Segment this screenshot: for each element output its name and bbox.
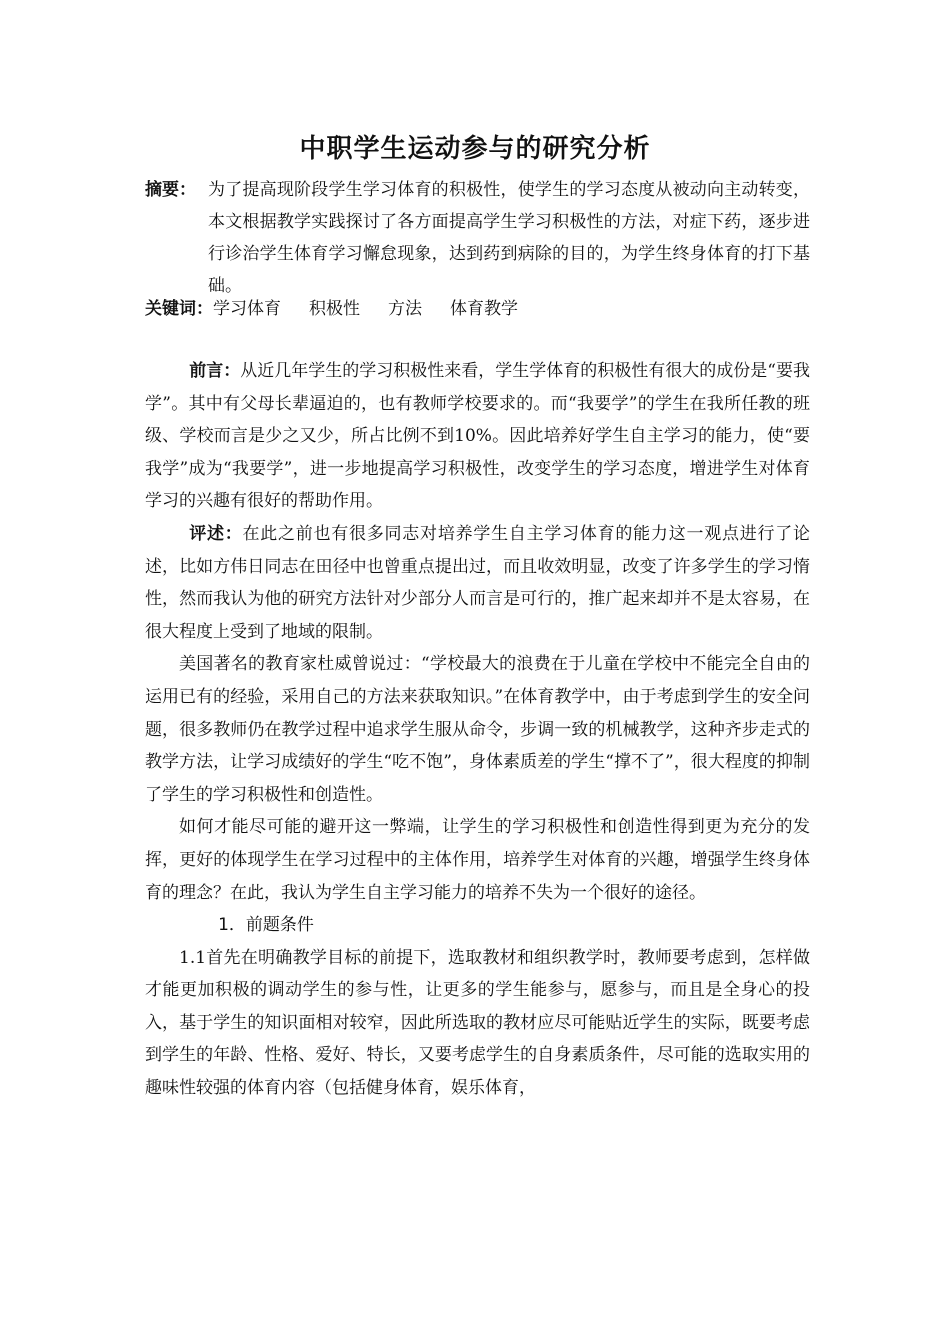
keyword: 方法 (388, 299, 422, 319)
keywords-label: 关键词： (145, 299, 213, 319)
abstract-label: 摘要： (145, 180, 196, 200)
keywords-line (145, 293, 546, 325)
keyword: 体育教学 (450, 299, 518, 319)
abstract-text: 为了提高现阶段学生学习体育的积极性，使学生的学习态度从被动向主动转变，本文根据教学实践探讨了各方面提高学生学习积极性的方法，对症下药，逐步进行诊治学生体育学习懈怠现象，达到药到病除的目的，为学生终身体育的打下基础。 (208, 180, 810, 296)
body-text (145, 355, 810, 1105)
preface-paragraph (145, 355, 810, 518)
review-text: 在此之前也有很多同志对培养学生自主学习体育的能力这一观点进行了论述，比如方伟日同志在田径中也曾重点提出过，而且收效明显，改变了许多学生的学习惰性，然而我认为他的研究方法针对少部分人而言是可行的，推广起来却并不是太容易，在很大程度上受到了地域的限制。 (145, 523, 811, 642)
review-paragraph (145, 518, 810, 648)
paragraph-1-1: 1.1首先在明确教学目标的前提下，选取教材和组织教学时，教师要考虑到，怎样做才能更加积极的调动学生的参与性，让更多的学生能参与，愿参与，而且是全身心的投入，基于学生的知识面相对较窄，因此所选取的教材应尽可能贴近学生的实际，既要考虑到学生的年龄、性格、爱好、特长，又要考虑学生的自身素质条件，尽可能的选取实用的趣味性较强的体育内容（包括健身体育，娱乐体育， (145, 947, 810, 1099)
abstract-block (145, 174, 810, 302)
keyword: 积极性 (309, 299, 360, 319)
section-heading: 1．前题条件 (218, 915, 314, 936)
review-label: 评述： (189, 523, 243, 544)
preface-label: 前言： (189, 361, 241, 381)
document-title: 中职学生运动参与的研究分析 (299, 134, 651, 164)
preface-text: 从近几年学生的学习积极性来看，学生学体育的积极性有很大的成份是“要我学”。其中有父母长辈逼迫的，也有教师学校要求的。而“我要学”的学生在我所任教的班级、学校而言是少之又少，所占比例不到10%。因此培养好学生自主学习的能力，使“要我学”成为“我要学”，进一步地提高学习积极性，改变学生的学习态度，增进学生对体育学习的兴趣有很好的帮助作用。 (145, 361, 810, 512)
keyword: 学习体育 (213, 299, 281, 319)
question-paragraph: 如何才能尽可能的避开这一弊端，让学生的学习积极性和创造性得到更为充分的发挥，更好的体现学生在学习过程中的主体作用，培养学生对体育的兴趣，增强学生终身体育的理念？在此，我认为学生自主学习能力的培养不失为一个很好的途径。 (145, 817, 810, 903)
dewey-paragraph: 美国著名的教育家杜威曾说过：“学校最大的浪费在于儿童在学校中不能完全自由的运用已有的经验，采用自己的方法来获取知识。”在体育教学中，由于考虑到学生的安全问题，很多教师仍在教学过程中追求学生服从命令，步调一致的机械教学，这种齐步走式的教学方法，让学习成绩好的学生“吃不饱”，身体素质差的学生“撑不了”，很大程度的抑制了学生的学习积极性和创造性。 (145, 654, 810, 805)
